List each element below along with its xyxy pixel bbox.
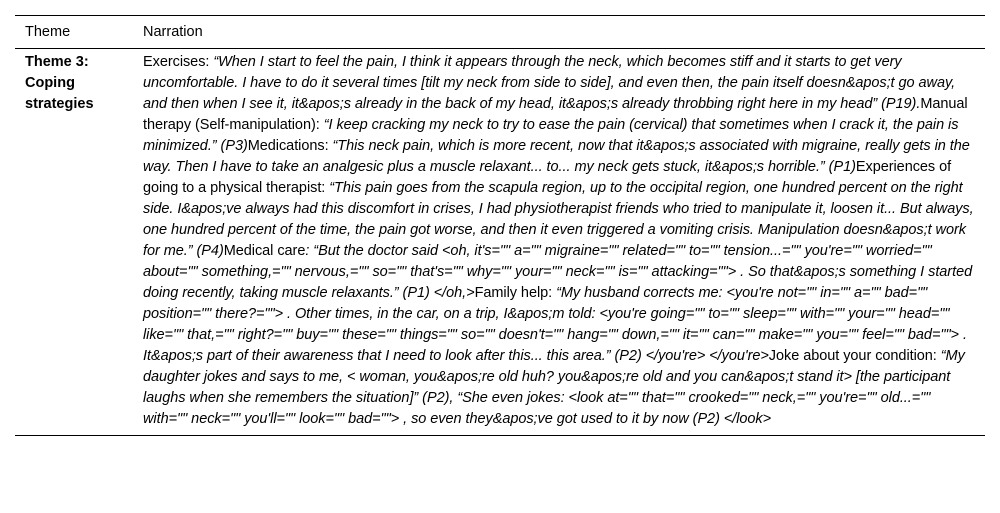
table-header-row: [15, 16, 985, 49]
narration-quote: : “But the doctor said <oh, it's="" a="" migraine="" related="" to="" tension...="" you're="" worried="" about="" something,="" nervous,="" so="" that's="" why="" your="" neck="" is="" attacking=""> . So that&apos;s something I started doing recently, taking muscle relaxants.” (P1) </oh,>: [143, 243, 973, 301]
narration-label: Manual therapy (Self-manipulation):: [143, 96, 968, 133]
narration-quote: “I keep cracking my neck to try to ease the pain (cervical) that sometimes when I crack it, the pain is minimized.” (P3): [143, 117, 959, 154]
narration-label: Exercises:: [143, 54, 214, 70]
header-narration: Narration: [143, 24, 203, 40]
narration-label: Experiences of going to a physical therapist:: [143, 159, 952, 196]
narration-label: Medical care: [223, 243, 306, 259]
narration-quote: “My husband corrects me: <you're not="" in="" a="" bad="" position="" there?=""> . Other times, in the car, on a trip, I&apos;m told: <you're going="" to="" sleep="" with="" your="" head="" like="" that,="" right?="" buy="" these="" things="" so="" doesn't="" hang="" down,="" it="" can="" make="" you="" feel="" bad=""> . It&apos;s part of their awareness that I need to look after this... this area.” (P2) </you're> </you're>: [143, 285, 967, 364]
narration-quote: “When I start to feel the pain, I think it appears through the neck, which becomes stiff and it starts to get very uncomfortable. I have to do it several times [tilt my neck from side to side], and even then, the pain itself doesn&apos;t go away, and then when I see it, it&apos;s already in the back of my head, it&apos;s already throbbing right here in my head” (P19).: [143, 54, 956, 112]
header-theme: Theme: [25, 24, 71, 40]
narration-table: [15, 15, 985, 436]
table-row: [15, 49, 985, 436]
narration-quote: “This pain goes from the scapula region, up to the occipital region, one hundred percent on the right side. I&apos;ve always had this discomfort in crises, I had physiotherapist friends who tried to manipulate it, loosen it... But always, one hundred percent of the time, the pain got worse, and then it even triggered a vomiting crisis. Manipulation doesn&apos;t work for me.” (P4): [143, 180, 974, 259]
narration-label: Family help:: [474, 285, 557, 301]
narration-label: Medications:: [247, 138, 333, 154]
narration-table-container: [15, 15, 985, 436]
narration-cell: [133, 49, 985, 436]
theme-cell: Theme 3: Coping strategies: [25, 54, 94, 112]
narration-label: Joke about your condition:: [768, 348, 941, 364]
narration-quote: “My daughter jokes and says to me, < woman, you&apos;re old huh? you&apos;re old and you can&apos;t stand it> [the participant laughs when she remembers the situation]” (P2), “She even jokes: <look at="" that="" crooked="" neck,="" you're="" old...="" with="" neck="" you'll="" look="" bad=""> , so even they&apos;ve got used to it by now (P2) </look>: [143, 348, 965, 427]
narration-quote: “This neck pain, which is more recent, now that it&apos;s associated with migraine, really gets in the way. Then I have to take an analgesic plus a muscle relaxant... to... my neck gets stuck, it&apos;s horrible.” (P1): [143, 138, 970, 175]
